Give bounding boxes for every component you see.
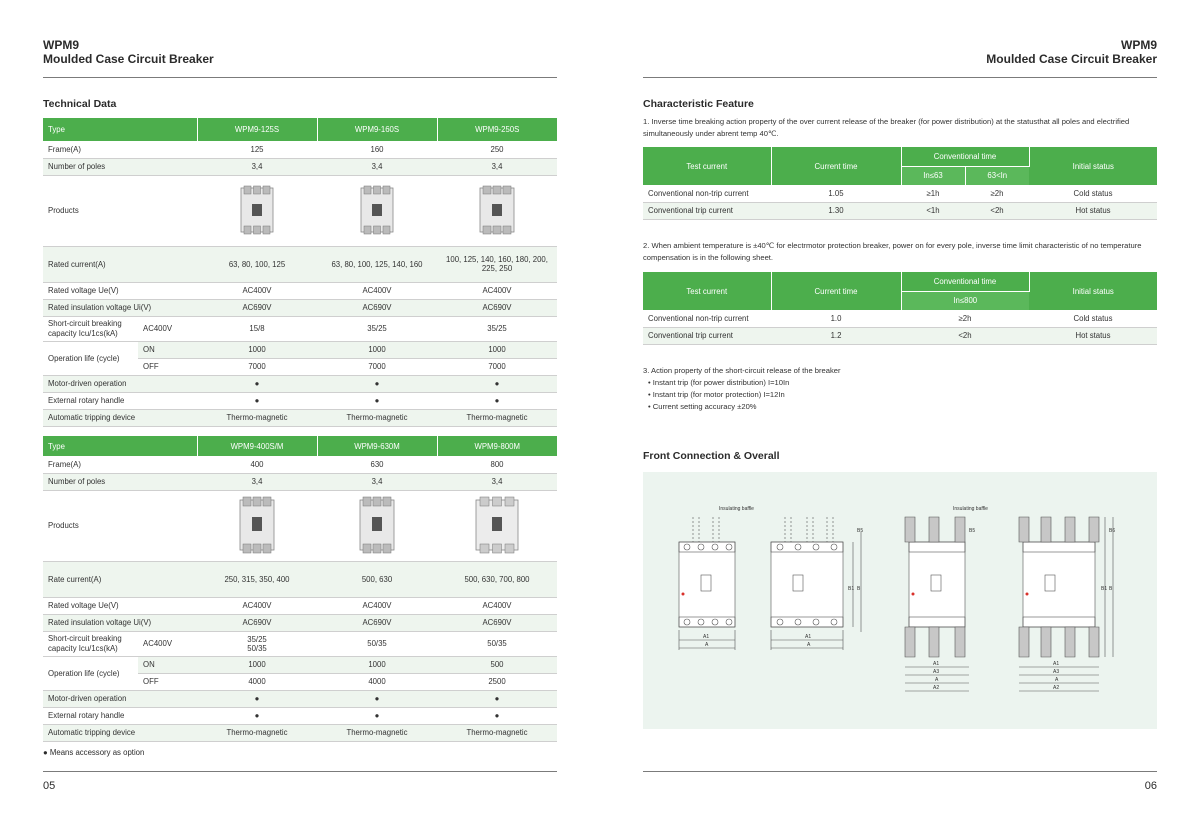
cell: 3,4: [437, 473, 557, 490]
technical-table-2: [43, 436, 557, 742]
header-cell: Current time: [771, 147, 901, 185]
label-a: A: [807, 642, 811, 648]
product-image-cell: [437, 490, 557, 561]
label-b1: B1: [848, 586, 855, 592]
cell: AC690V: [437, 299, 557, 316]
cell: ●: [437, 375, 557, 392]
row-label: Short-circuit breaking capacity Icu/1cs(kA): [43, 316, 138, 341]
label-b1: B1: [1101, 586, 1108, 592]
cell: 1000: [437, 341, 557, 358]
breaker-image: [355, 184, 399, 236]
row-label: Motor-driven operation: [43, 690, 197, 707]
label-insulating-baffle: Insulating baffle: [953, 506, 988, 512]
accessory-note: ● Means accessory as option: [43, 748, 145, 757]
row-label: External rotary handle: [43, 707, 197, 724]
table-row: [43, 282, 557, 299]
label-a: A: [1055, 677, 1059, 683]
label-a1: A1: [1053, 661, 1060, 667]
table-row: [43, 597, 557, 614]
table-row: [43, 631, 557, 656]
table-row-products: [43, 175, 557, 246]
cell: ≥1h: [901, 185, 965, 202]
cell: AC690V: [197, 299, 317, 316]
cell: 3,4: [197, 473, 317, 490]
cell: AC400V: [317, 282, 437, 299]
header-cell: Current time: [771, 272, 901, 310]
right-header-subtitle: Moulded Case Circuit Breaker: [986, 52, 1157, 66]
table-row: [43, 392, 557, 409]
table-row: [43, 141, 557, 158]
cell: 500, 630: [317, 561, 437, 597]
bullet-item: • Current setting accuracy ±20%: [648, 402, 757, 411]
label-a: A: [935, 677, 939, 683]
cell: ●: [437, 392, 557, 409]
cell: Thermo-magnetic: [317, 724, 437, 741]
characteristic-table-2: [643, 272, 1157, 345]
right-header-title: WPM9: [1121, 38, 1157, 52]
breaker-drawing-2: [771, 517, 864, 650]
row-label: Rate current(A): [43, 561, 197, 597]
product-image-cell: [317, 175, 437, 246]
cell: 125: [197, 141, 317, 158]
breaker-image: [235, 184, 279, 236]
cell: 7000: [437, 358, 557, 375]
cell: ●: [197, 392, 317, 409]
breaker-image: [235, 495, 279, 555]
row-label: Number of poles: [43, 158, 197, 175]
row-label: Short-circuit breaking capacity Icu/1cs(kA): [43, 631, 138, 656]
cell: 50/35: [317, 631, 437, 656]
cell: AC690V: [317, 614, 437, 631]
cell: 100, 125, 140, 160, 180, 200, 225, 250: [437, 246, 557, 282]
cell: 1000: [317, 341, 437, 358]
cell: <2h: [965, 202, 1029, 219]
cell: 35/25 50/35: [197, 631, 317, 656]
cell: 3,4: [317, 473, 437, 490]
header-cell: Initial status: [1029, 147, 1157, 185]
table-row: [43, 656, 557, 673]
table-row: [43, 375, 557, 392]
cell: Cold status: [1029, 310, 1157, 327]
row-label: Operation life (cycle): [43, 341, 138, 375]
characteristic-table-1: [643, 147, 1157, 220]
row-sublabel: OFF: [138, 673, 197, 690]
characteristic-title: Characteristic Feature: [643, 98, 754, 110]
row-label: Conventional non-trip current: [643, 310, 771, 327]
cell: 2500: [437, 673, 557, 690]
header-cell-type: Type: [43, 436, 197, 456]
table-row: [43, 341, 557, 358]
row-sublabel: ON: [138, 656, 197, 673]
cell: ●: [317, 375, 437, 392]
table-row: [43, 707, 557, 724]
row-label: Rated insulation voltage Ui(V): [43, 614, 197, 631]
row-label: Frame(A): [43, 141, 197, 158]
cell: Hot status: [1029, 327, 1157, 344]
right-footer-rule: [643, 771, 1157, 772]
table-row: [43, 409, 557, 426]
paragraph-3: 3. Action property of the short-circuit release of the breaker: [643, 366, 841, 375]
product-image-cell: [197, 490, 317, 561]
cell: 3,4: [317, 158, 437, 175]
cell: ●: [197, 375, 317, 392]
header-cell: WPM9-250S: [437, 118, 557, 141]
dimension-drawing-panel: [643, 472, 1157, 729]
header-cell: WPM9-125S: [197, 118, 317, 141]
header-cell: In≤63: [901, 166, 965, 185]
row-label: External rotary handle: [43, 392, 197, 409]
table-row-products: [43, 490, 557, 561]
cell: ●: [317, 690, 437, 707]
label-a3: A3: [933, 669, 940, 675]
cell: AC400V: [317, 597, 437, 614]
cell: 500: [437, 656, 557, 673]
cell: 50/35: [437, 631, 557, 656]
label-b6: B6: [1109, 528, 1116, 534]
cell: ●: [437, 690, 557, 707]
header-cell-type: Type: [43, 118, 197, 141]
cell: 35/25: [437, 316, 557, 341]
table-row: [643, 202, 1157, 219]
header-cell: In≤800: [901, 291, 1029, 310]
cell: 1.2: [771, 327, 901, 344]
product-image-cell: [317, 490, 437, 561]
cell: 35/25: [317, 316, 437, 341]
cell: 7000: [317, 358, 437, 375]
header-cell: WPM9-400S/M: [197, 436, 317, 456]
page-number-right: 06: [1144, 780, 1157, 792]
cell: 800: [437, 456, 557, 473]
cell: <2h: [901, 327, 1029, 344]
cell: AC400V: [437, 282, 557, 299]
row-label: Rated voltage Ue(V): [43, 282, 197, 299]
product-image-cell: [437, 175, 557, 246]
cell: <1h: [901, 202, 965, 219]
cell: 3,4: [437, 158, 557, 175]
row-label: Rated voltage Ue(V): [43, 597, 197, 614]
cell: AC400V: [197, 597, 317, 614]
row-label: Rated current(A): [43, 246, 197, 282]
cell: 1000: [197, 341, 317, 358]
cell: ≥2h: [965, 185, 1029, 202]
cell: 250, 315, 350, 400: [197, 561, 317, 597]
label-a1: A1: [805, 634, 812, 640]
bullet-item: • Instant trip (for power distribution) I=10In: [648, 378, 790, 387]
cell: 1.30: [771, 202, 901, 219]
front-connection-title: Front Connection & Overall: [643, 450, 780, 462]
row-sublabel: AC400V: [138, 316, 197, 341]
cell: ●: [197, 690, 317, 707]
label-b5: B5: [969, 528, 976, 534]
breaker-drawing-1: [679, 517, 735, 650]
cell: AC400V: [197, 282, 317, 299]
table-header-row: [43, 436, 557, 456]
header-cell: WPM9-160S: [317, 118, 437, 141]
cell: 7000: [197, 358, 317, 375]
label-a2: A2: [933, 685, 940, 691]
left-header-subtitle: Moulded Case Circuit Breaker: [43, 52, 214, 66]
row-label: Rated insulation voltage Ui(V): [43, 299, 197, 316]
cell: ●: [317, 392, 437, 409]
technical-title: Technical Data: [43, 98, 117, 110]
cell: 3,4: [197, 158, 317, 175]
left-header-rule: [43, 77, 557, 78]
row-label: Number of poles: [43, 473, 197, 490]
row-label: Products: [43, 490, 197, 561]
table-row: [43, 690, 557, 707]
row-label: Conventional trip current: [643, 327, 771, 344]
bullet-item: • Instant trip (for motor protection) I=12In: [648, 390, 785, 399]
table-row: [43, 614, 557, 631]
table-row: [43, 724, 557, 741]
table-row: [643, 185, 1157, 202]
right-header-rule: [643, 77, 1157, 78]
table-row: [43, 158, 557, 175]
header-cell: WPM9-630M: [317, 436, 437, 456]
dimension-drawing: [643, 472, 1157, 729]
cell: 63, 80, 100, 125, 140, 160: [317, 246, 437, 282]
table-row: [43, 473, 557, 490]
row-sublabel: ON: [138, 341, 197, 358]
label-a: A: [705, 642, 709, 648]
row-label: Automatic tripping device: [43, 724, 197, 741]
row-sublabel: OFF: [138, 358, 197, 375]
cell: 1.05: [771, 185, 901, 202]
table-row: [43, 456, 557, 473]
row-label: Automatic tripping device: [43, 409, 197, 426]
label-a3: A3: [1053, 669, 1060, 675]
page-number-left: 05: [43, 780, 56, 792]
cell: AC690V: [197, 614, 317, 631]
header-cell: Conventional time: [901, 147, 1029, 166]
header-cell: 63<In: [965, 166, 1029, 185]
label-a1: A1: [933, 661, 940, 667]
cell: AC400V: [437, 597, 557, 614]
cell: Hot status: [1029, 202, 1157, 219]
label-a1: A1: [703, 634, 710, 640]
cell: AC690V: [437, 614, 557, 631]
row-sublabel: AC400V: [138, 631, 197, 656]
label-b5: B5: [857, 528, 864, 534]
cell: 4000: [317, 673, 437, 690]
row-label: Operation life (cycle): [43, 656, 138, 690]
cell: 1000: [197, 656, 317, 673]
cell: Thermo-magnetic: [437, 724, 557, 741]
row-label: Conventional non-trip current: [643, 185, 771, 202]
header-cell: Test current: [643, 147, 771, 185]
row-label: Conventional trip current: [643, 202, 771, 219]
breaker-image: [355, 495, 399, 555]
cell: AC690V: [317, 299, 437, 316]
label-insulating-baffle: Insulating baffle: [719, 506, 754, 512]
table-row: [43, 299, 557, 316]
label-b: B: [1109, 586, 1113, 592]
paragraph-2: 2. When ambient temperature is ±40℃ for electrmotor protection breaker, power on for every pole, inverse time limit characteristic of no temperature compensation is in the following sheet.: [643, 241, 1142, 262]
table-row: [643, 310, 1157, 327]
cell: Thermo-magnetic: [437, 409, 557, 426]
technical-table-1: [43, 118, 557, 427]
cell: Cold status: [1029, 185, 1157, 202]
product-image-cell: [197, 175, 317, 246]
breaker-image: [473, 495, 521, 555]
cell: 4000: [197, 673, 317, 690]
cell: ●: [317, 707, 437, 724]
cell: 1.0: [771, 310, 901, 327]
breaker-image: [475, 184, 519, 236]
cell: 160: [317, 141, 437, 158]
table-row: [43, 316, 557, 341]
header-cell: Initial status: [1029, 272, 1157, 310]
table-row: [43, 246, 557, 282]
paragraph-1: 1. Inverse time breaking action property of the over current release of the breaker (for power distribution) at the statusthat all poles and electrified simultaneously under abrent temp 40℃.: [643, 117, 1130, 138]
cell: 63, 80, 100, 125: [197, 246, 317, 282]
breaker-drawing-4: [1019, 517, 1116, 691]
row-label: Frame(A): [43, 456, 197, 473]
table-row: [43, 561, 557, 597]
header-cell: Conventional time: [901, 272, 1029, 291]
cell: Thermo-magnetic: [317, 409, 437, 426]
cell: 500, 630, 700, 800: [437, 561, 557, 597]
cell: 15/8: [197, 316, 317, 341]
table-row: [643, 327, 1157, 344]
table-header-row: [643, 147, 1157, 166]
left-header-title: WPM9: [43, 38, 79, 52]
header-cell: Test current: [643, 272, 771, 310]
cell: 1000: [317, 656, 437, 673]
table-header-row: [43, 118, 557, 141]
cell: 250: [437, 141, 557, 158]
left-footer-rule: [43, 771, 557, 772]
label-a2: A2: [1053, 685, 1060, 691]
cell: 400: [197, 456, 317, 473]
row-label: Products: [43, 175, 197, 246]
header-cell: WPM9-800M: [437, 436, 557, 456]
cell: ●: [197, 707, 317, 724]
cell: Thermo-magnetic: [197, 409, 317, 426]
table-header-row: [643, 272, 1157, 291]
cell: Thermo-magnetic: [197, 724, 317, 741]
cell: ≥2h: [901, 310, 1029, 327]
cell: 630: [317, 456, 437, 473]
cell: ●: [437, 707, 557, 724]
row-label: Motor-driven operation: [43, 375, 197, 392]
label-b: B: [857, 586, 861, 592]
